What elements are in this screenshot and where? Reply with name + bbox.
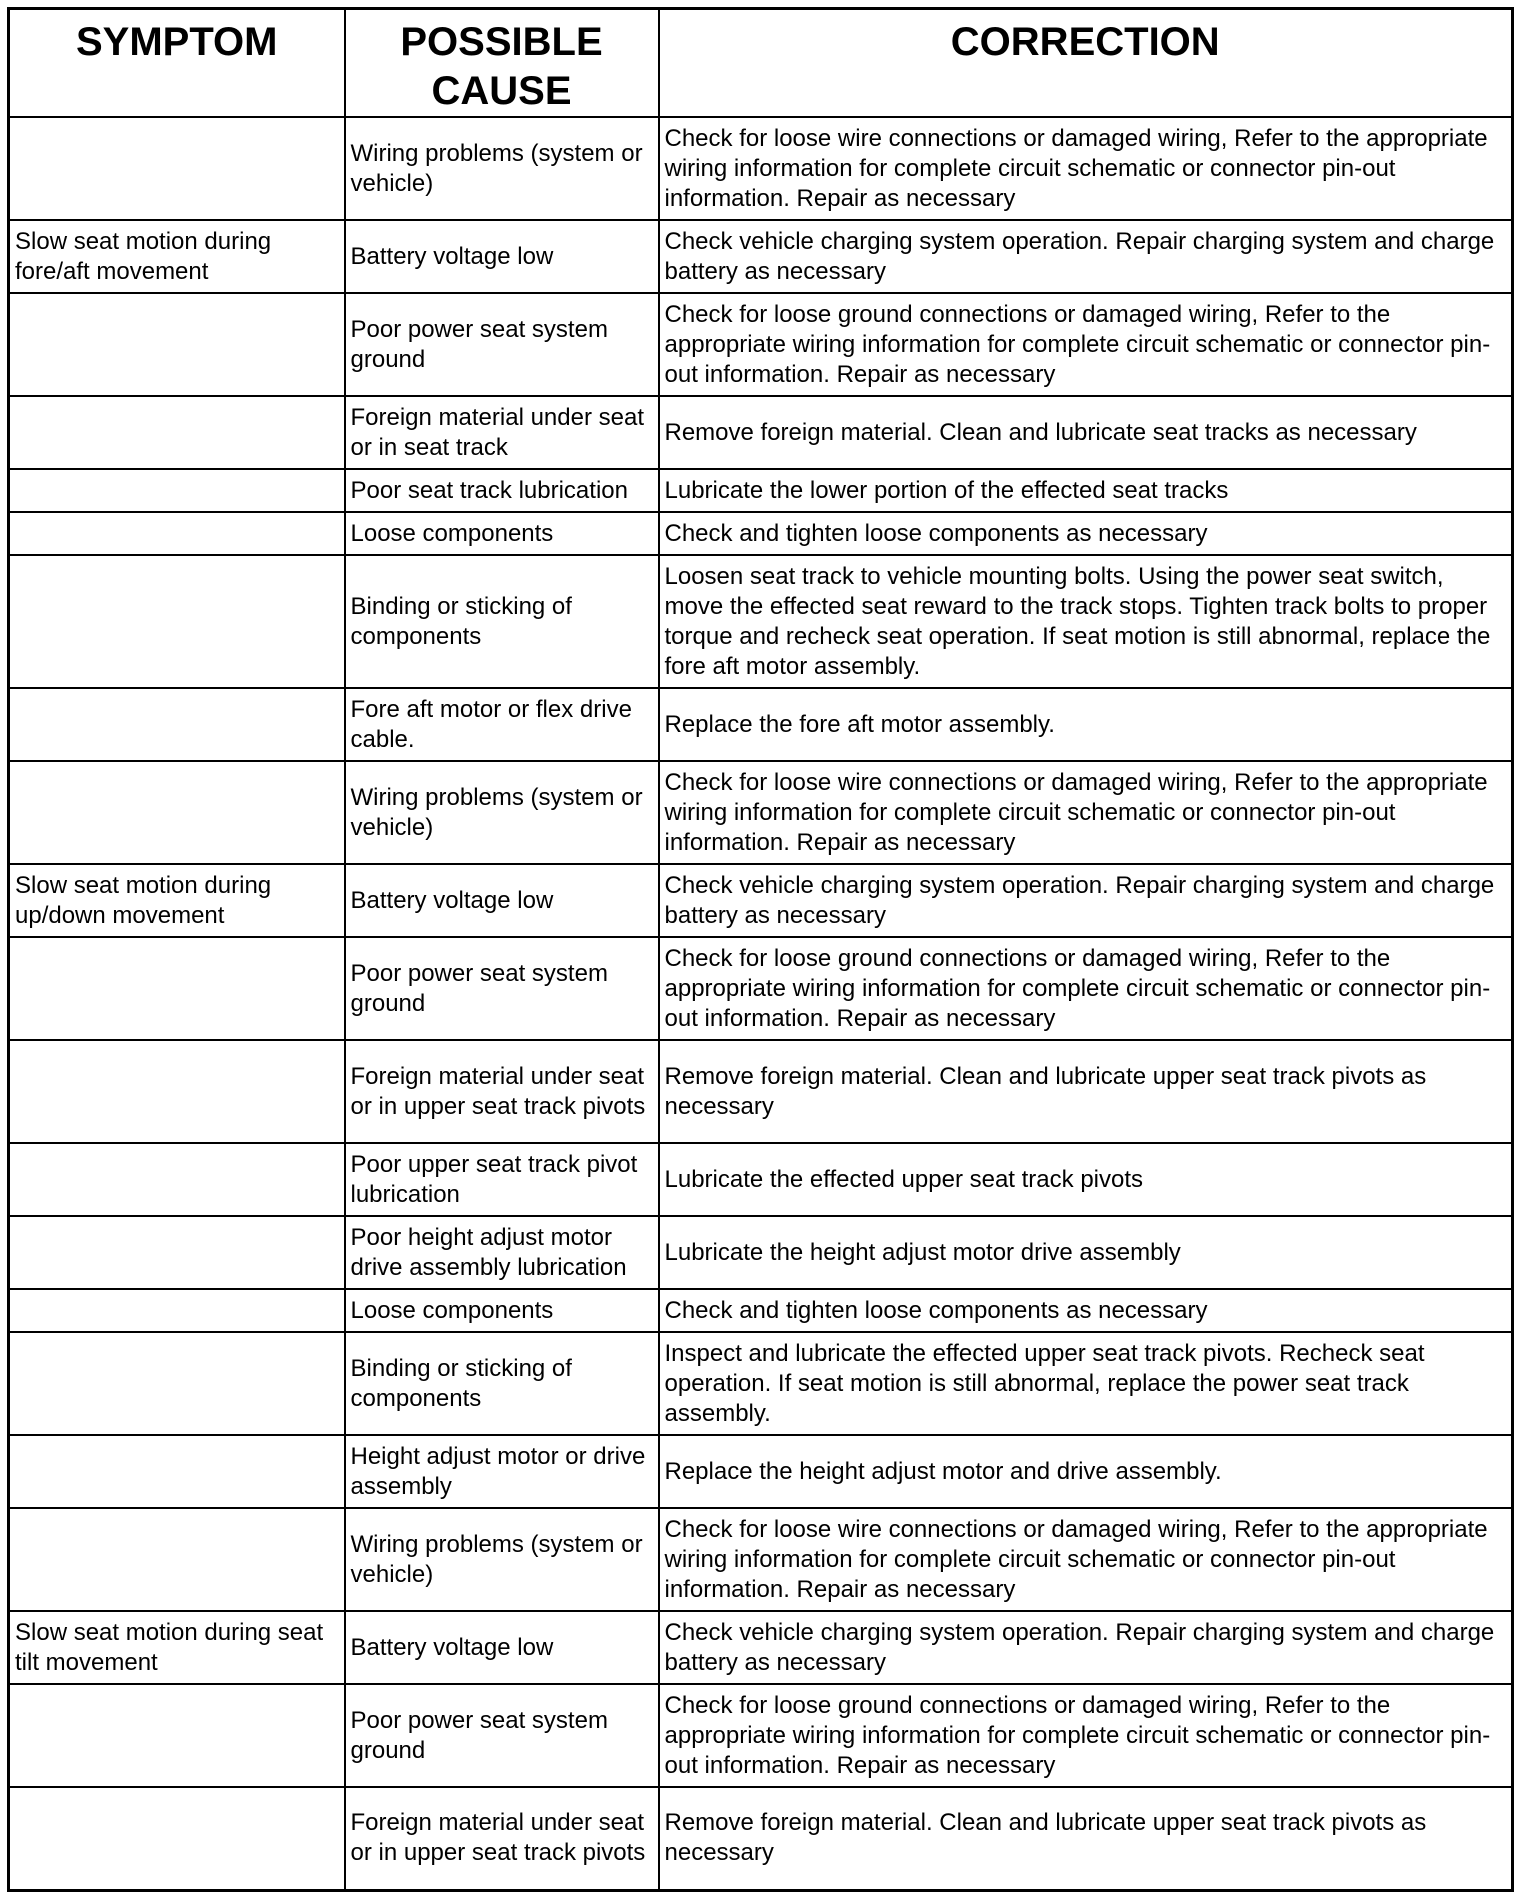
possible-cause-cell: Poor power seat system ground xyxy=(345,293,659,396)
symptom-cell xyxy=(9,1435,345,1508)
table-row xyxy=(9,1143,1513,1216)
possible-cause-cell: Wiring problems (system or vehicle) xyxy=(345,117,659,220)
correction-cell: Inspect and lubricate the effected upper seat track pivots. Recheck seat operation. If seat motion is still abnormal, replace the power seat track assembly. xyxy=(659,1332,1513,1435)
correction-cell: Check and tighten loose components as necessary xyxy=(659,512,1513,555)
correction-cell: Check for loose ground connections or damaged wiring, Refer to the appropriate wiring information for complete circuit schematic or connector pin-out information. Repair as necessary xyxy=(659,937,1513,1040)
symptom-cell xyxy=(9,1787,345,1890)
possible-cause-cell: Loose components xyxy=(345,512,659,555)
symptom-cell xyxy=(9,1040,345,1143)
correction-cell: Lubricate the height adjust motor drive assembly xyxy=(659,1216,1513,1289)
possible-cause-cell: Fore aft motor or flex drive cable. xyxy=(345,688,659,761)
table-row xyxy=(9,1787,1513,1890)
correction-cell: Check vehicle charging system operation. Repair charging system and charge battery as necessary xyxy=(659,1611,1513,1684)
symptom-cell xyxy=(9,555,345,688)
correction-cell: Lubricate the effected upper seat track pivots xyxy=(659,1143,1513,1216)
table-row xyxy=(9,761,1513,864)
diagnosis-table xyxy=(7,7,1514,1892)
symptom-cell xyxy=(9,1289,345,1332)
correction-cell: Remove foreign material. Clean and lubricate upper seat track pivots as necessary xyxy=(659,1040,1513,1143)
symptom-cell xyxy=(9,512,345,555)
possible-cause-cell: Foreign material under seat or in upper seat track pivots xyxy=(345,1787,659,1890)
correction-cell: Remove foreign material. Clean and lubricate seat tracks as necessary xyxy=(659,396,1513,469)
possible-cause-cell: Battery voltage low xyxy=(345,220,659,293)
table-row xyxy=(9,1332,1513,1435)
correction-cell: Check vehicle charging system operation. Repair charging system and charge battery as necessary xyxy=(659,864,1513,937)
symptom-cell xyxy=(9,688,345,761)
possible-cause-cell: Loose components xyxy=(345,1289,659,1332)
symptom-cell xyxy=(9,396,345,469)
table-row xyxy=(9,469,1513,512)
table-row xyxy=(9,1040,1513,1143)
symptom-cell: Slow seat motion during up/down movement xyxy=(9,864,345,937)
table-row xyxy=(9,220,1513,293)
symptom-cell xyxy=(9,1332,345,1435)
table-row xyxy=(9,688,1513,761)
possible-cause-cell: Battery voltage low xyxy=(345,1611,659,1684)
table-body xyxy=(9,117,1513,1890)
symptom-cell: Slow seat motion during seat tilt movement xyxy=(9,1611,345,1684)
symptom-cell xyxy=(9,1508,345,1611)
possible-cause-cell: Binding or sticking of components xyxy=(345,555,659,688)
possible-cause-cell: Poor power seat system ground xyxy=(345,937,659,1040)
symptom-cell xyxy=(9,761,345,864)
possible-cause-cell: Poor power seat system ground xyxy=(345,1684,659,1787)
table-row xyxy=(9,937,1513,1040)
table-row xyxy=(9,1684,1513,1787)
symptom-cell: Slow seat motion during fore/aft movement xyxy=(9,220,345,293)
possible-cause-cell: Binding or sticking of components xyxy=(345,1332,659,1435)
symptom-cell xyxy=(9,293,345,396)
table-row xyxy=(9,1216,1513,1289)
correction-cell: Loosen seat track to vehicle mounting bolts. Using the power seat switch, move the effected seat reward to the track stops. Tighten track bolts to proper torque and recheck seat operation. If seat motion is still abnormal, replace the fore aft motor assembly. xyxy=(659,555,1513,688)
symptom-cell xyxy=(9,117,345,220)
correction-cell: Replace the fore aft motor assembly. xyxy=(659,688,1513,761)
possible-cause-cell: Foreign material under seat or in upper seat track pivots xyxy=(345,1040,659,1143)
correction-cell: Check vehicle charging system operation. Repair charging system and charge battery as necessary xyxy=(659,220,1513,293)
correction-cell: Check for loose ground connections or damaged wiring, Refer to the appropriate wiring information for complete circuit schematic or connector pin-out information. Repair as necessary xyxy=(659,293,1513,396)
table-row xyxy=(9,117,1513,220)
symptom-cell xyxy=(9,1684,345,1787)
table-row xyxy=(9,293,1513,396)
header-correction: CORRECTION xyxy=(659,9,1513,118)
correction-cell: Check for loose ground connections or damaged wiring, Refer to the appropriate wiring information for complete circuit schematic or connector pin-out information. Repair as necessary xyxy=(659,1684,1513,1787)
header-symptom: SYMPTOM xyxy=(9,9,345,118)
correction-cell: Lubricate the lower portion of the effected seat tracks xyxy=(659,469,1513,512)
possible-cause-cell: Poor seat track lubrication xyxy=(345,469,659,512)
table-row xyxy=(9,1508,1513,1611)
symptom-cell xyxy=(9,1143,345,1216)
correction-cell: Check for loose wire connections or damaged wiring, Refer to the appropriate wiring information for complete circuit schematic or connector pin-out information. Repair as necessary xyxy=(659,1508,1513,1611)
correction-cell: Check and tighten loose components as necessary xyxy=(659,1289,1513,1332)
table-row xyxy=(9,1611,1513,1684)
possible-cause-cell: Battery voltage low xyxy=(345,864,659,937)
header-possible-cause: POSSIBLE CAUSE xyxy=(345,9,659,118)
symptom-cell xyxy=(9,1216,345,1289)
table-row xyxy=(9,555,1513,688)
table-row xyxy=(9,864,1513,937)
table-row xyxy=(9,512,1513,555)
possible-cause-cell: Wiring problems (system or vehicle) xyxy=(345,761,659,864)
symptom-cell xyxy=(9,469,345,512)
correction-cell: Replace the height adjust motor and drive assembly. xyxy=(659,1435,1513,1508)
correction-cell: Check for loose wire connections or damaged wiring, Refer to the appropriate wiring information for complete circuit schematic or connector pin-out information. Repair as necessary xyxy=(659,761,1513,864)
table-row xyxy=(9,396,1513,469)
possible-cause-cell: Foreign material under seat or in seat track xyxy=(345,396,659,469)
possible-cause-cell: Wiring problems (system or vehicle) xyxy=(345,1508,659,1611)
table-row xyxy=(9,1435,1513,1508)
correction-cell: Check for loose wire connections or damaged wiring, Refer to the appropriate wiring information for complete circuit schematic or connector pin-out information. Repair as necessary xyxy=(659,117,1513,220)
table-row xyxy=(9,1289,1513,1332)
correction-cell: Remove foreign material. Clean and lubricate upper seat track pivots as necessary xyxy=(659,1787,1513,1890)
possible-cause-cell: Height adjust motor or drive assembly xyxy=(345,1435,659,1508)
possible-cause-cell: Poor upper seat track pivot lubrication xyxy=(345,1143,659,1216)
possible-cause-cell: Poor height adjust motor drive assembly lubrication xyxy=(345,1216,659,1289)
symptom-cell xyxy=(9,937,345,1040)
header-row xyxy=(9,9,1513,118)
